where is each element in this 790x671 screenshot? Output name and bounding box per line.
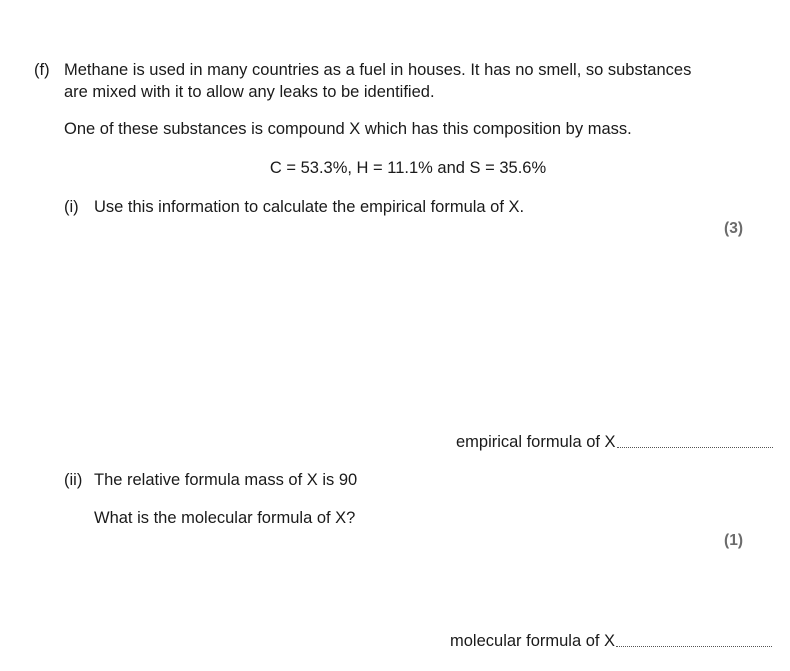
part-ii-marks: (1) <box>724 532 743 549</box>
composition-intro: One of these substances is compound X which has this composition by mass. <box>64 120 632 138</box>
part-ii-question: What is the molecular formula of X? <box>94 509 356 527</box>
empirical-formula-answer[interactable] <box>456 433 773 452</box>
molecular-formula-label: molecular formula of X <box>450 632 616 650</box>
part-i-question: Use this information to calculate the empirical formula of X. <box>94 198 525 216</box>
molecular-formula-answer[interactable] <box>450 632 772 651</box>
molecular-formula-dotted-line[interactable] <box>616 646 772 647</box>
part-ii-statement: The relative formula mass of X is 90 <box>94 471 358 489</box>
part-i-label: (i) <box>64 198 79 216</box>
intro-line-2: are mixed with it to allow any leaks to be identified. <box>64 83 435 101</box>
composition-values: C = 53.3%, H = 11.1% and S = 35.6% <box>269 159 547 177</box>
empirical-formula-label: empirical formula of X <box>456 433 616 451</box>
part-i-marks: (3) <box>724 220 743 237</box>
part-f-label: (f) <box>34 61 50 79</box>
part-ii-label: (ii) <box>64 471 83 489</box>
empirical-formula-dotted-line[interactable] <box>617 447 773 448</box>
intro-line-1: Methane is used in many countries as a fuel in houses. It has no smell, so substances <box>64 61 692 79</box>
